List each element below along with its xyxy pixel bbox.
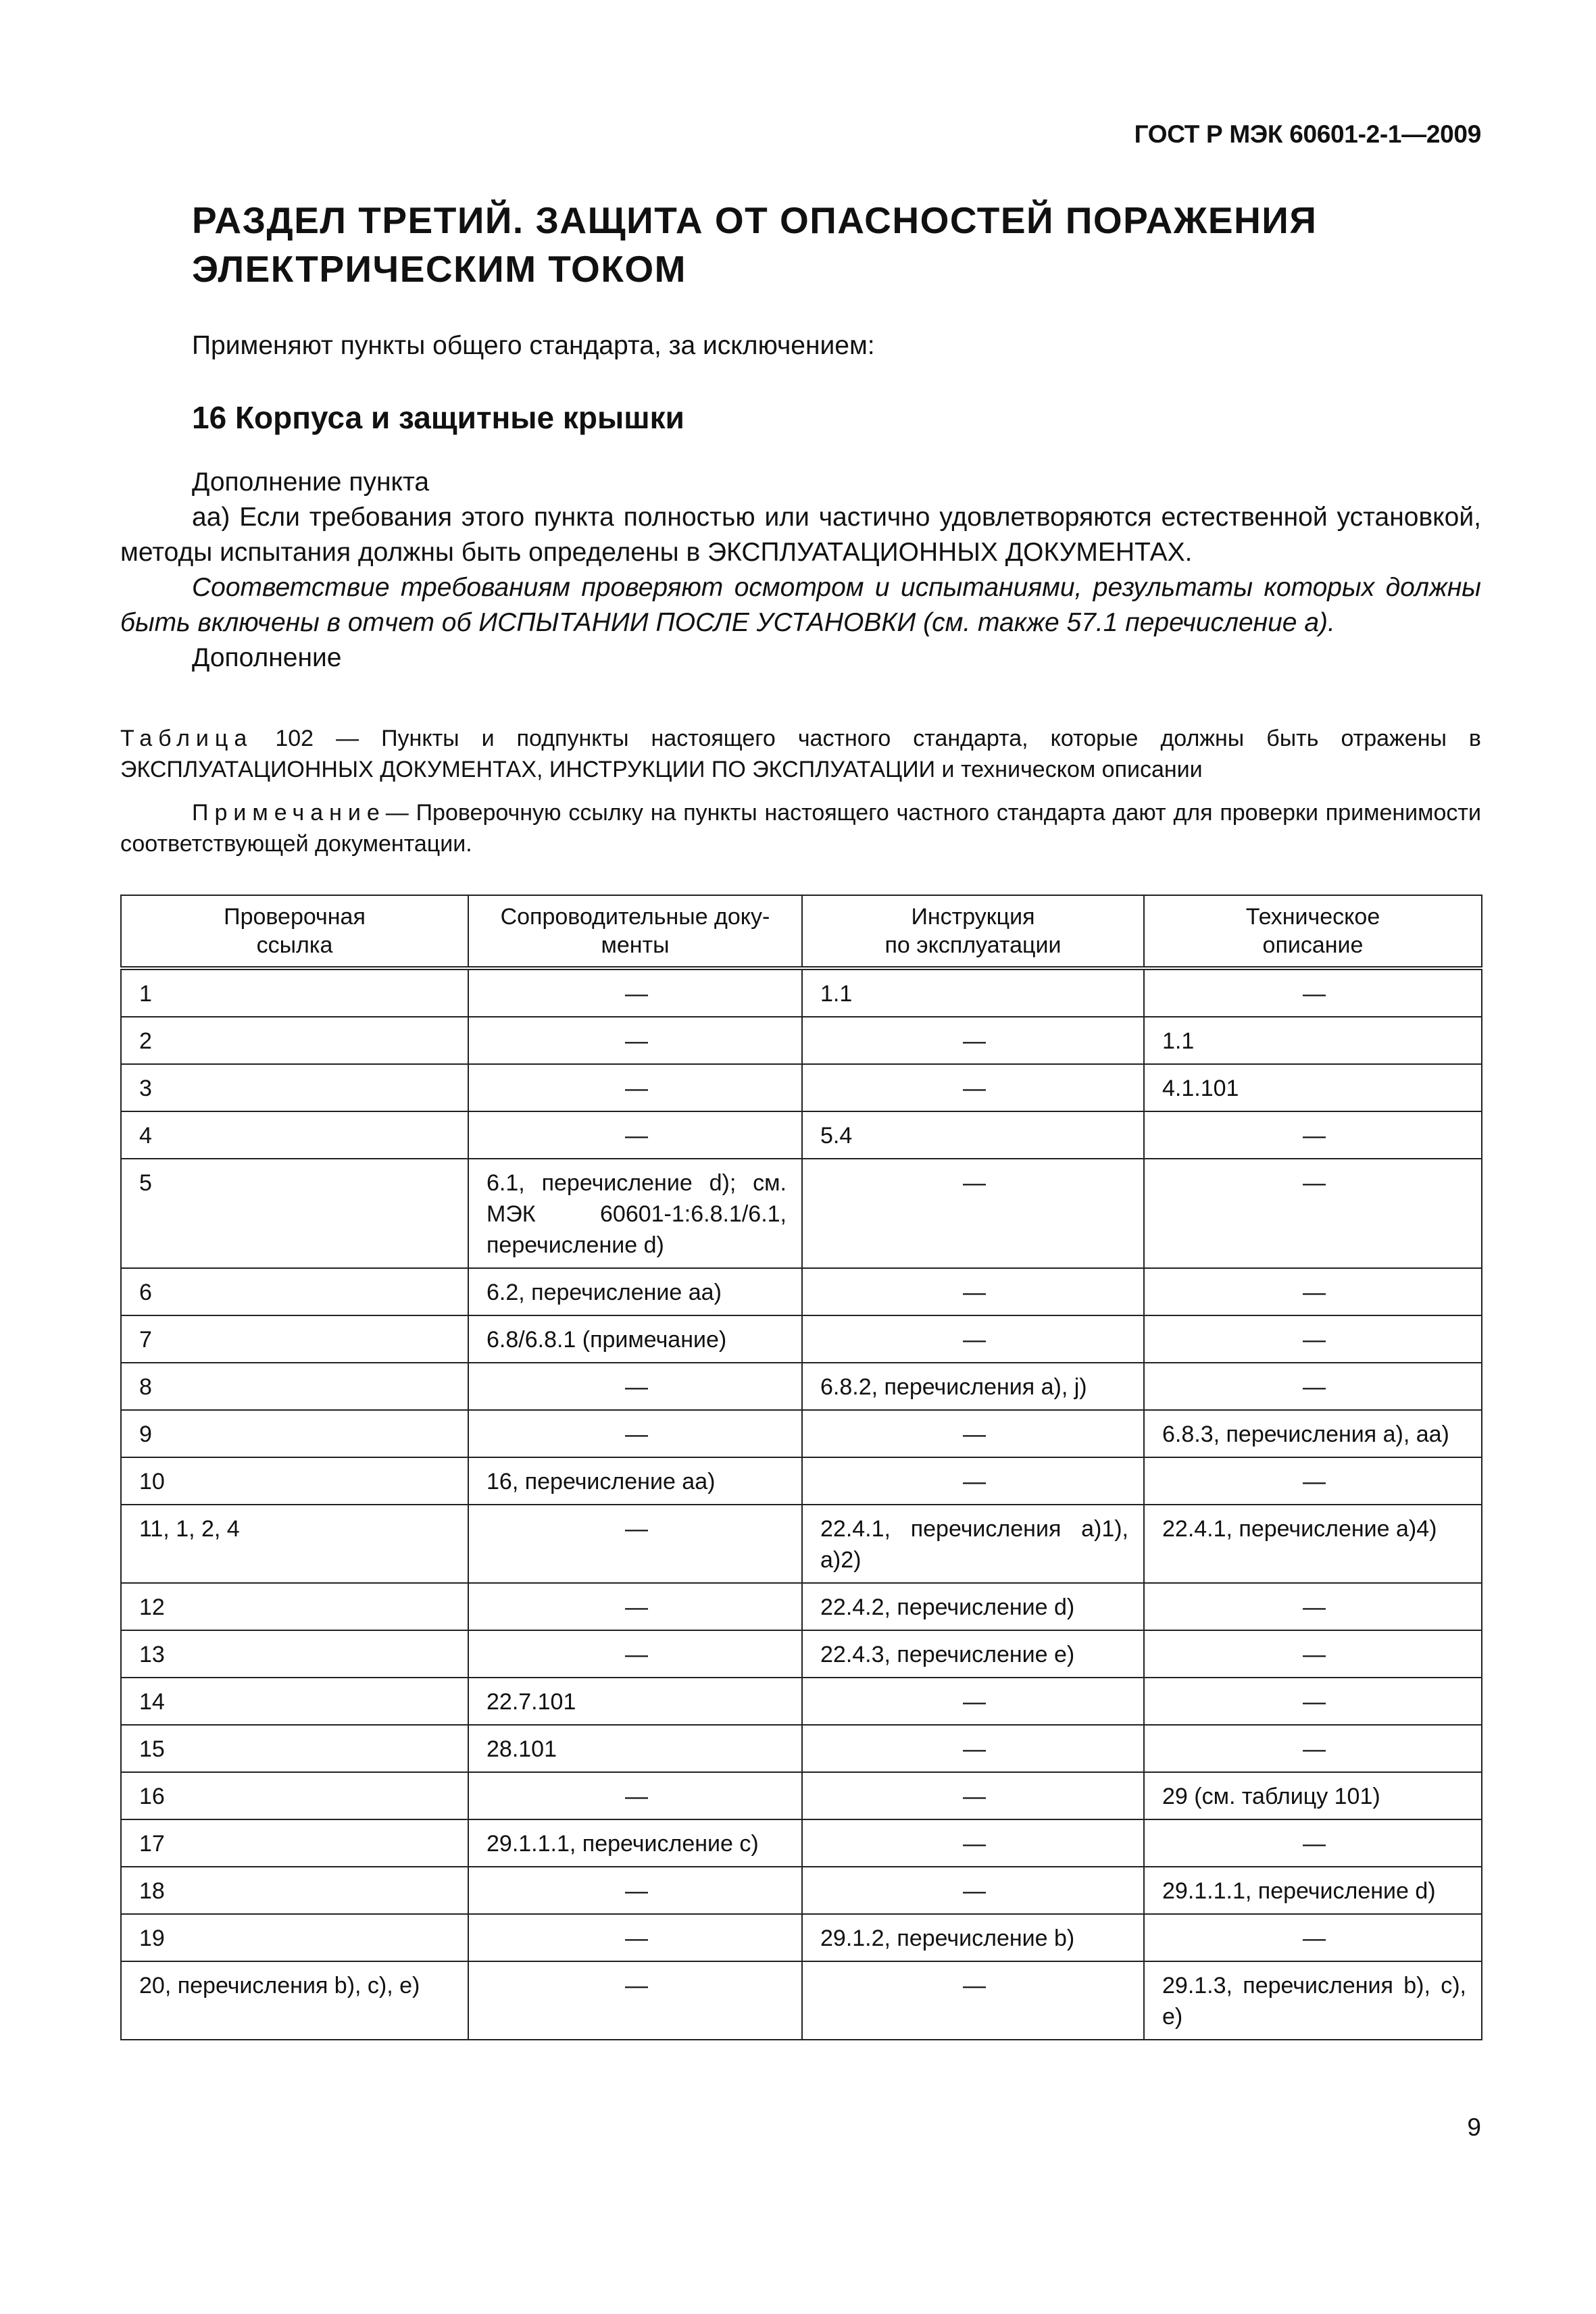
table-cell: 3 [121, 1064, 468, 1111]
table-cell: 6.8.3, перечисления a), aa) [1144, 1410, 1482, 1457]
table-cell: — [468, 1505, 802, 1583]
table-cell: — [468, 1867, 802, 1914]
table-cell: 16 [121, 1772, 468, 1819]
header-line: Техническое [1245, 904, 1380, 930]
table-cell: 1.1 [1144, 1017, 1482, 1064]
table-cell: 6.2, перечисление аа) [468, 1268, 802, 1315]
table-cell: — [802, 1017, 1144, 1064]
table-cell: 16, перечисление аа) [468, 1457, 802, 1505]
table-caption-label: Таблица [120, 726, 253, 751]
table-cell: 19 [121, 1914, 468, 1961]
table-cell: 22.4.2, перечисление d) [802, 1583, 1144, 1630]
table-row [121, 1867, 1482, 1914]
table-row [121, 1819, 1482, 1867]
reference-table [120, 895, 1482, 2040]
table-row [121, 1017, 1482, 1064]
section-title-line-2: ЭЛЕКТРИЧЕСКИМ ТОКОМ [192, 248, 687, 290]
table-cell: 29.1.1.1, перечисление d) [1144, 1867, 1482, 1914]
table-cell: — [802, 1819, 1144, 1867]
table-cell: — [802, 1410, 1144, 1457]
header-technical-description [1144, 895, 1482, 968]
table-row [121, 1914, 1482, 1961]
header-line: по эксплуатации [884, 932, 1062, 958]
table-cell: — [802, 1867, 1144, 1914]
table-note [120, 797, 1481, 859]
page-content [120, 196, 1481, 2040]
header-line: описание [1262, 932, 1364, 958]
table-cell: 5 [121, 1159, 468, 1268]
table-row [121, 1159, 1482, 1268]
table-cell: — [1144, 1725, 1482, 1772]
table-row [121, 1363, 1482, 1410]
table-cell: 9 [121, 1410, 468, 1457]
table-cell: 7 [121, 1315, 468, 1363]
table-cell: 29.1.3, перечисления b), c), e) [1144, 1961, 1482, 2040]
table-cell: — [802, 1678, 1144, 1725]
table-cell: 17 [121, 1819, 468, 1867]
header-line: менты [601, 932, 670, 958]
table-cell: — [468, 1064, 802, 1111]
table-cell: 14 [121, 1678, 468, 1725]
intro-paragraph: Применяют пункты общего стандарта, за исключением: [192, 331, 875, 360]
table-cell: 4 [121, 1111, 468, 1159]
table-cell: 22.4.3, перечисление e) [802, 1630, 1144, 1678]
table-cell: — [1144, 1819, 1482, 1867]
addition-paragraph: Дополнение [192, 643, 342, 672]
table-row [121, 1961, 1482, 2040]
table-cell: — [468, 1772, 802, 1819]
table-row [121, 1064, 1482, 1111]
table-cell: — [468, 1630, 802, 1678]
note-text: — Проверочную ссылку на пункты настоящего частного стандарта дают для проверки применимости соответствующей документации. [120, 800, 1481, 857]
table-cell: 20, перечисления b), c), e) [121, 1961, 468, 2040]
header-line: Инструкция [911, 904, 1035, 930]
table-cell: 2 [121, 1017, 468, 1064]
table-cell: — [1144, 1159, 1482, 1268]
table-cell: 6.1, перечисление d); см. МЭК 60601-1:6.8.1/6.1, перечисление d) [468, 1159, 802, 1268]
table-row [121, 1630, 1482, 1678]
table-cell: 11, 1, 2, 4 [121, 1505, 468, 1583]
table-cell: — [802, 1159, 1144, 1268]
table-cell: — [1144, 1457, 1482, 1505]
table-row [121, 1410, 1482, 1457]
table-cell: 22.4.1, перечисления a)1), a)2) [802, 1505, 1144, 1583]
table-caption-text: 102 — Пункты и подпункты настоящего частного стандарта, которые должны быть отражены в ЭКСПЛУАТАЦИОННЫХ ДОКУМЕНТАХ, ИНСТРУКЦИИ ПО ЭКСПЛУАТАЦИИ и техническом описании [120, 726, 1481, 782]
header-line: Сопроводительные доку- [500, 904, 770, 930]
table-cell: 1.1 [802, 968, 1144, 1017]
table-row [121, 1457, 1482, 1505]
table-row [121, 1315, 1482, 1363]
table-cell: — [802, 1772, 1144, 1819]
table-cell: 29.1.1.1, перечисление c) [468, 1819, 802, 1867]
table-cell: 29 (см. таблицу 101) [1144, 1772, 1482, 1819]
table-cell: — [1144, 1363, 1482, 1410]
table-header-row [121, 895, 1482, 968]
table-cell: 5.4 [802, 1111, 1144, 1159]
table-cell: — [802, 1315, 1144, 1363]
page-number: 9 [1467, 2113, 1481, 2141]
table-cell: — [468, 1111, 802, 1159]
section-title [192, 196, 1481, 293]
table-cell: — [468, 1914, 802, 1961]
table-body [121, 968, 1482, 2040]
table-cell: — [1144, 1678, 1482, 1725]
table-cell: — [1144, 1268, 1482, 1315]
table-cell: — [1144, 1914, 1482, 1961]
table-cell: 28.101 [468, 1725, 802, 1772]
section-title-line-1: РАЗДЕЛ ТРЕТИЙ. ЗАЩИТА ОТ ОПАСНОСТЕЙ ПОРАЖЕНИЯ [192, 199, 1318, 241]
document-header: ГОСТ Р МЭК 60601-2-1—2009 [1134, 120, 1481, 148]
note-label: Примечание [192, 800, 386, 826]
table-cell: — [1144, 1583, 1482, 1630]
table-row [121, 1725, 1482, 1772]
table-cell: — [468, 1583, 802, 1630]
header-instructions-for-use [802, 895, 1144, 968]
table-cell: — [468, 1017, 802, 1064]
table-cell: — [802, 1961, 1144, 2040]
table-cell: — [468, 1363, 802, 1410]
table-cell: 6.8/6.8.1 (примечание) [468, 1315, 802, 1363]
header-line: ссылка [256, 932, 333, 958]
table-cell: 10 [121, 1457, 468, 1505]
table-cell: 13 [121, 1630, 468, 1678]
table-row [121, 1772, 1482, 1819]
table-cell: — [468, 1961, 802, 2040]
table-cell: 22.7.101 [468, 1678, 802, 1725]
header-accompanying-docs [468, 895, 802, 968]
table-cell: 6.8.2, перечисления a), j) [802, 1363, 1144, 1410]
table-row [121, 1268, 1482, 1315]
table-cell: 6 [121, 1268, 468, 1315]
table-cell: — [1144, 1315, 1482, 1363]
addition-label: Дополнение пункта [192, 468, 430, 497]
table-cell: — [1144, 968, 1482, 1017]
table-cell: 1 [121, 968, 468, 1017]
table-cell: 8 [121, 1363, 468, 1410]
table-cell: — [802, 1725, 1144, 1772]
table-row [121, 1583, 1482, 1630]
table-cell: — [468, 968, 802, 1017]
header-line: Проверочная [224, 904, 366, 930]
table-row [121, 1111, 1482, 1159]
compliance-paragraph: Соответствие требованиям проверяют осмотром и испытаниями, результаты которых должны быть включены в отчет об ИСПЫТАНИИ ПОСЛЕ УСТАНОВКИ (см. также 57.1 перечисление а). [120, 573, 1481, 637]
table-cell: — [802, 1457, 1144, 1505]
table-cell: — [1144, 1630, 1482, 1678]
table-row [121, 968, 1482, 1017]
table-cell: 29.1.2, перечисление b) [802, 1914, 1144, 1961]
table-cell: 18 [121, 1867, 468, 1914]
table-cell: 15 [121, 1725, 468, 1772]
table-cell: — [802, 1064, 1144, 1111]
table-cell: — [802, 1268, 1144, 1315]
table-caption [120, 723, 1481, 785]
table-cell: 22.4.1, перечисление a)4) [1144, 1505, 1482, 1583]
table-cell: — [468, 1410, 802, 1457]
table-row [121, 1678, 1482, 1725]
header-check-reference [121, 895, 468, 968]
table-cell: 12 [121, 1583, 468, 1630]
table-cell: — [1144, 1111, 1482, 1159]
item-aa-paragraph: аа) Если требования этого пункта полностью или частично удовлетворяются естественной установкой, методы испытания должны быть определены в ЭКСПЛУАТАЦИОННЫХ ДОКУМЕНТАХ. [120, 503, 1481, 567]
table-row [121, 1505, 1482, 1583]
clause-heading: 16 Корпуса и защитные крышки [192, 400, 684, 435]
table-cell: 4.1.101 [1144, 1064, 1482, 1111]
